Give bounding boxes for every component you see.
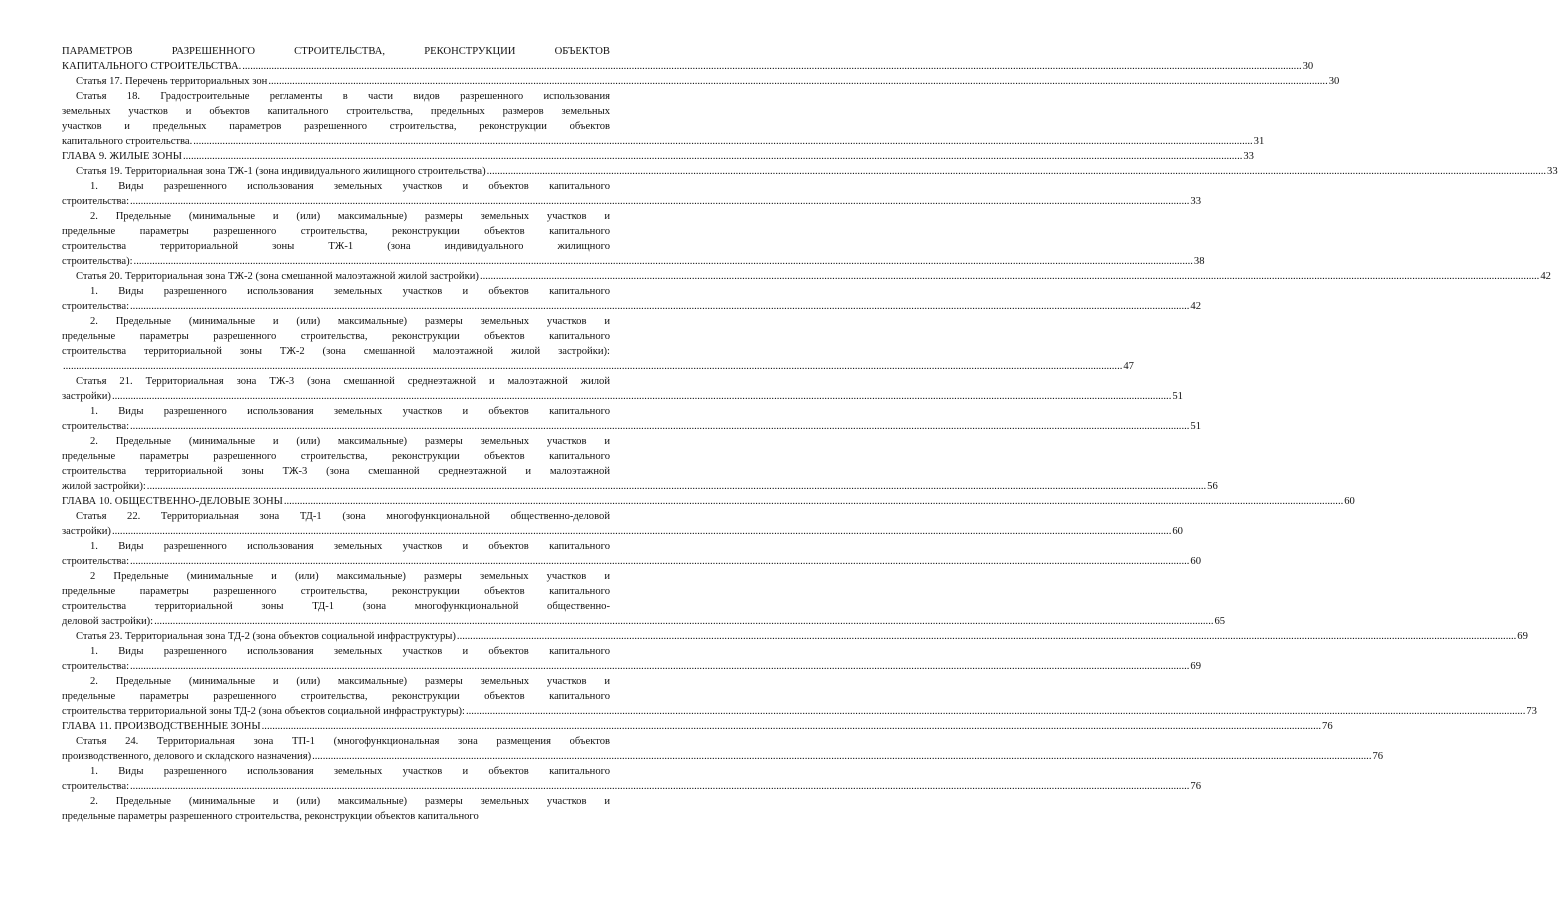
dot-leader: ................................................................................................................................................................................................................................................................................................................................................................................................................: [283, 496, 1344, 507]
toc-entry[interactable]: [62, 569, 1226, 629]
toc-entry-text: Статья 19. Территориальная зона ТЖ-1 (зона индивидуального жилищного строительства): [76, 166, 486, 177]
toc-entry[interactable]: [62, 434, 1218, 494]
toc-entry-text: строительства):: [62, 256, 133, 267]
toc-entry-text: 2. Предельные (минимальные и (или) максимальные) размеры земельных участков и: [90, 436, 610, 447]
toc-entry-text: 1. Виды разрешенного использования земельных участков и объектов капитального: [90, 181, 610, 192]
toc-entry-text: 2 Предельные (минимальные и (или) максимальные) размеры земельных участков и: [90, 571, 610, 582]
toc-page-number: 31: [1253, 136, 1265, 147]
toc-entry-text: 1. Виды разрешенного использования земельных участков и объектов капитального: [90, 286, 610, 297]
dot-leader: ................................................................................................................................................................................................................................................................................................................................................................................................................: [130, 421, 1190, 432]
toc-entry-text: производственного, делового и складского назначения): [62, 751, 312, 762]
toc-page-number: 33: [1547, 166, 1558, 177]
toc-page-number: 60: [1344, 496, 1355, 507]
toc-entry[interactable]: [62, 374, 1183, 404]
toc-entry[interactable]: [62, 284, 1201, 314]
toc-entry-text: строительства территориальной зоны ТД-2 (зона объектов социальной инфраструктуры):: [62, 706, 465, 717]
toc-entry-text: ГЛАВА 11. ПРОИЗВОДСТВЕННЫЕ ЗОНЫ: [62, 721, 261, 732]
toc-entry-text: 1. Виды разрешенного использования земельных участков и объектов капитального: [90, 406, 610, 417]
toc-entry-text: строительства территориальной зоны ТЖ-3 (зона смешанной среднеэтажной и малоэтажной: [62, 466, 610, 477]
toc-entry-text: предельные параметры разрешенного строительства, реконструкции объектов капитального: [62, 586, 610, 597]
dot-leader: ................................................................................................................................................................................................................................................................................................................................................................................................................: [146, 481, 1207, 492]
toc-entry-text: застройки): [62, 391, 111, 402]
dot-leader: ................................................................................................................................................................................................................................................................................................................................................................................................................: [261, 721, 1322, 732]
toc-entry-text: КАПИТАЛЬНОГО СТРОИТЕЛЬСТВА.: [62, 61, 242, 72]
toc-entry[interactable]: [62, 74, 1340, 89]
toc-entry-text: жилой застройки):: [62, 481, 146, 492]
toc-entry-text: застройки): [62, 526, 111, 537]
toc-entry-text: Статья 24. Территориальная зона ТП-1 (многофункциональная зона размещения объектов: [76, 736, 610, 747]
toc-entry-text: Статья 21. Территориальная зона ТЖ-3 (зона смешанной среднеэтажной и малоэтажной жилой: [76, 376, 610, 387]
toc-entry[interactable]: [62, 44, 1314, 74]
toc-entry-text: строительства:: [62, 661, 130, 672]
toc-entry-text: предельные параметры разрешенного строительства, реконструкции объектов капитального: [62, 691, 610, 702]
dot-leader: ................................................................................................................................................................................................................................................................................................................................................................................................................: [479, 271, 1540, 282]
toc-entry[interactable]: [62, 644, 1201, 674]
toc-page-number: 47: [1123, 361, 1134, 372]
toc-entry[interactable]: [62, 209, 1205, 269]
toc-page-number: 33: [1190, 196, 1201, 207]
toc-page-number: 33: [1243, 151, 1254, 162]
toc-entry[interactable]: [62, 734, 1384, 764]
toc-entry[interactable]: [62, 269, 1551, 284]
toc-entry-text: земельных участков и объектов капитального строительства, предельных размеров земельных: [62, 106, 610, 117]
toc-entry-text: предельные параметры разрешенного строительства, реконструкции объектов капитального: [62, 331, 610, 342]
dot-leader: ................................................................................................................................................................................................................................................................................................................................................................................................................: [456, 631, 1517, 642]
toc-entry-text: строительства:: [62, 781, 130, 792]
toc-entry-text: Статья 18. Градостроительные регламенты в части видов разрешенного использования: [76, 91, 610, 102]
toc-entry[interactable]: [62, 149, 1254, 164]
toc-entry[interactable]: [62, 89, 1265, 149]
toc-entry[interactable]: [62, 764, 1201, 794]
toc-entry-text: Статья 23. Территориальная зона ТД-2 (зона объектов социальной инфраструктуры): [76, 631, 456, 642]
toc-entry-text: Статья 22. Территориальная зона ТД-1 (зона многофункциональной общественно-деловой: [76, 511, 610, 522]
toc-entry-text: Статья 20. Территориальная зона ТЖ-2 (зона смешанной малоэтажной жилой застройки): [76, 271, 479, 282]
toc-page-number: 60: [1172, 526, 1183, 537]
toc-entry-text: строительства:: [62, 301, 130, 312]
toc-entry-text: участков и предельных параметров разрешенного строительства, реконструкции объектов: [62, 121, 610, 132]
toc-entry-text: деловой застройки):: [62, 616, 154, 627]
dot-leader: ................................................................................................................................................................................................................................................................................................................................................................................................................: [154, 616, 1214, 627]
toc-entry-text: 1. Виды разрешенного использования земельных участков и объектов капитального: [90, 646, 610, 657]
toc-page-number: 42: [1190, 301, 1201, 312]
toc-entry-text: 2. Предельные (минимальные и (или) максимальные) размеры земельных участков и: [90, 211, 610, 222]
dot-leader: ................................................................................................................................................................................................................................................................................................................................................................................................................: [130, 781, 1190, 792]
toc-entry-text: 1. Виды разрешенного использования земельных участков и объектов капитального: [90, 766, 610, 777]
toc-entry-text: предельные параметры разрешенного строительства, реконструкции объектов капитального: [62, 226, 610, 237]
toc-entry-text: Статья 17. Перечень территориальных зон: [76, 76, 268, 87]
toc-page-number: 76: [1322, 721, 1333, 732]
dot-leader: ................................................................................................................................................................................................................................................................................................................................................................................................................: [111, 391, 1172, 402]
toc-entry-text: строительства:: [62, 421, 130, 432]
toc-entry[interactable]: [62, 494, 1355, 509]
toc-entry-text: ГЛАВА 10. ОБЩЕСТВЕННО-ДЕЛОВЫЕ ЗОНЫ: [62, 496, 283, 507]
toc-entry-text: строительства территориальной зоны ТД-1 (зона многофункциональной общественно-: [62, 601, 610, 612]
toc-entry[interactable]: [62, 629, 1528, 644]
dot-leader: ................................................................................................................................................................................................................................................................................................................................................................................................................: [63, 361, 1123, 372]
toc-entry[interactable]: [62, 314, 1134, 374]
toc-entry[interactable]: [62, 539, 1201, 569]
toc-page-number: 56: [1207, 481, 1218, 492]
toc-entry-text: 2. Предельные (минимальные и (или) максимальные) размеры земельных участков и: [90, 796, 610, 807]
toc-entry-text: строительства территориальной зоны ТЖ-1 (зона индивидуального жилищного: [62, 241, 610, 252]
dot-leader: ................................................................................................................................................................................................................................................................................................................................................................................................................: [111, 526, 1172, 537]
toc-entry[interactable]: [62, 794, 610, 824]
dot-leader: ................................................................................................................................................................................................................................................................................................................................................................................................................: [312, 751, 1372, 762]
toc-page-number: 65: [1214, 616, 1226, 627]
toc-entry-text: строительства:: [62, 556, 130, 567]
toc-entry-text: 2. Предельные (минимальные и (или) максимальные) размеры земельных участков и: [90, 316, 610, 327]
toc-entry-text: капитального строительства.: [62, 136, 193, 147]
dot-leader: ................................................................................................................................................................................................................................................................................................................................................................................................................: [242, 61, 1302, 72]
dot-leader: ................................................................................................................................................................................................................................................................................................................................................................................................................: [130, 556, 1190, 567]
dot-leader: ................................................................................................................................................................................................................................................................................................................................................................................................................: [130, 301, 1190, 312]
toc-page-number: 76: [1190, 781, 1201, 792]
toc-entry[interactable]: [62, 509, 1183, 539]
toc-entry[interactable]: [62, 404, 1201, 434]
toc-page-number: 69: [1517, 631, 1528, 642]
toc-entry[interactable]: [62, 674, 1537, 719]
toc-entry-text: 2. Предельные (минимальные и (или) максимальные) размеры земельных участков и: [90, 676, 610, 687]
toc-page-number: 60: [1190, 556, 1201, 567]
dot-leader: ................................................................................................................................................................................................................................................................................................................................................................................................................: [133, 256, 1193, 267]
dot-leader: ................................................................................................................................................................................................................................................................................................................................................................................................................: [193, 136, 1253, 147]
toc-page-number: 51: [1190, 421, 1201, 432]
toc-page-number: 73: [1526, 706, 1537, 717]
dot-leader: ................................................................................................................................................................................................................................................................................................................................................................................................................: [130, 196, 1190, 207]
toc-page-number: 69: [1190, 661, 1201, 672]
toc-entry-text: ГЛАВА 9. ЖИЛЫЕ ЗОНЫ: [62, 151, 182, 162]
toc-entry[interactable]: [62, 179, 1201, 209]
toc-entry-text: предельные параметры разрешенного строительства, реконструкции объектов капитального: [62, 811, 479, 822]
toc-page-number: 38: [1193, 256, 1205, 267]
toc-page-number: 30: [1302, 61, 1314, 72]
toc-page-number: 30: [1328, 76, 1340, 87]
toc-entry[interactable]: [62, 164, 1558, 179]
table-of-contents: [62, 44, 1558, 824]
dot-leader: ................................................................................................................................................................................................................................................................................................................................................................................................................: [486, 166, 1547, 177]
toc-entry-text: строительства территориальной зоны ТЖ-2 (зона смешанной малоэтажной жилой застройки):: [62, 346, 610, 357]
dot-leader: ................................................................................................................................................................................................................................................................................................................................................................................................................: [130, 661, 1190, 672]
toc-entry-text: предельные параметры разрешенного строительства, реконструкции объектов капитального: [62, 451, 610, 462]
toc-page-number: 51: [1172, 391, 1183, 402]
toc-page-number: 76: [1372, 751, 1384, 762]
dot-leader: ................................................................................................................................................................................................................................................................................................................................................................................................................: [183, 151, 1243, 162]
dot-leader: ................................................................................................................................................................................................................................................................................................................................................................................................................: [465, 706, 1526, 717]
toc-entry-text: 1. Виды разрешенного использования земельных участков и объектов капитального: [90, 541, 610, 552]
dot-leader: ................................................................................................................................................................................................................................................................................................................................................................................................................: [268, 76, 1328, 87]
toc-entry[interactable]: [62, 719, 1333, 734]
toc-page-number: 42: [1540, 271, 1551, 282]
toc-entry-text: строительства:: [62, 196, 130, 207]
toc-entry-text: ПАРАМЕТРОВ РАЗРЕШЕННОГО СТРОИТЕЛЬСТВА, РЕКОНСТРУКЦИИ ОБЪЕКТОВ: [62, 46, 610, 57]
